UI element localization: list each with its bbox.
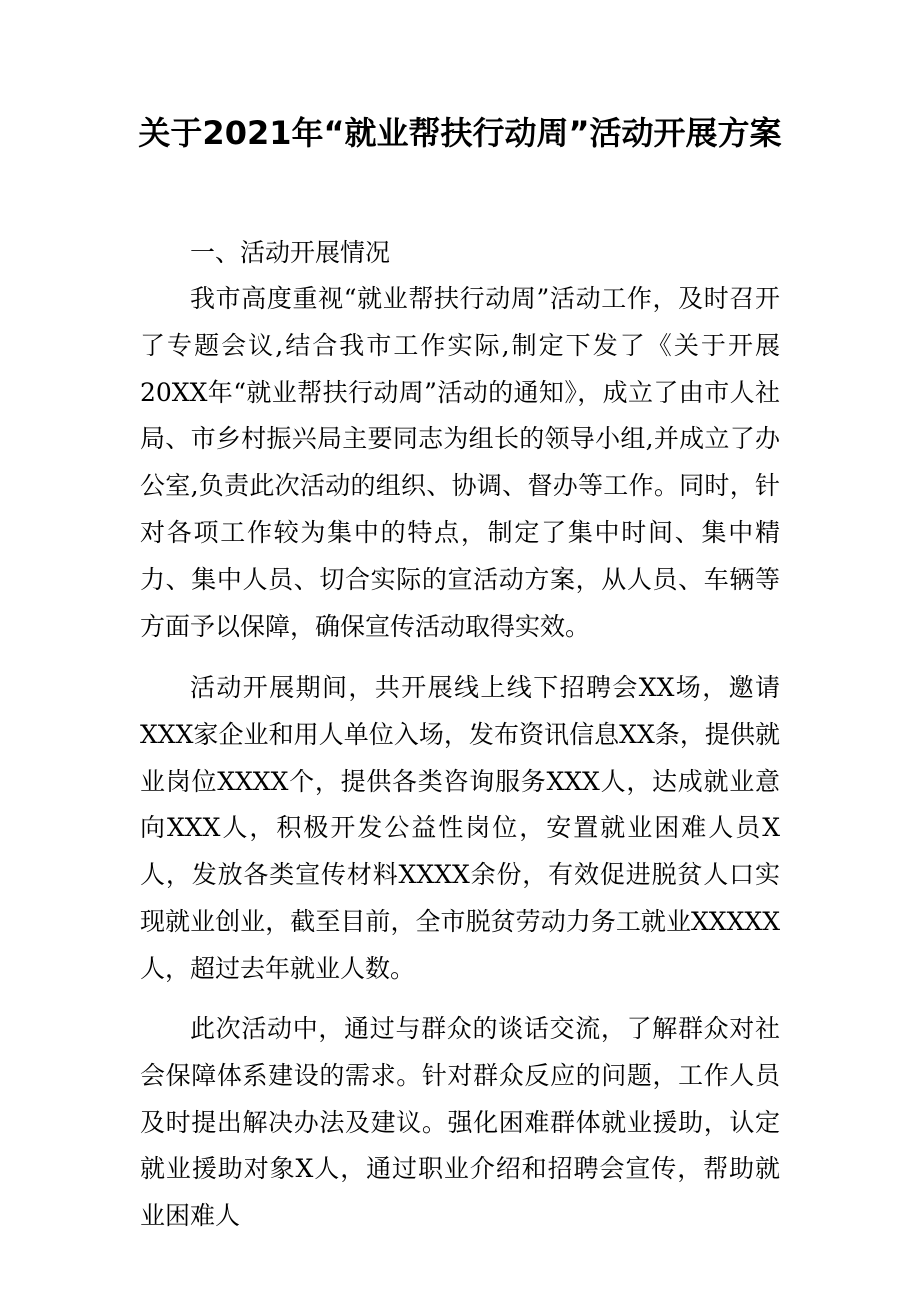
paragraph: 此次活动中，通过与群众的谈话交流，了解群众对社会保障体系建设的需求。针对群众反应的问题，工作人员及时提出解决办法及建议。强化困难群体就业援助，认定就业援助对象X人，通过职业介绍和招聘会宣传，帮助就业困难人 bbox=[140, 1014, 780, 1231]
document-title: 关于2021年“就业帮扶行动周”活动开展方案 bbox=[138, 114, 782, 152]
section-heading: 一、活动开展情况 bbox=[190, 238, 391, 267]
paragraph: 活动开展期间，共开展线上线下招聘会XX场，邀请XXX家企业和用人单位入场，发布资讯信息XX条，提供就业岗位XXXX个，提供各类咨询服务XXX人，达成就业意向XXX人，积极开发公益性岗位，安置就业困难人员X人，发放各类宣传材料XXXX余份，有效促进脱贫人口实现就业创业，截至目前，全市脱贫劳动力务工就业XXXXX人，超过去年就业人数。 bbox=[140, 673, 780, 983]
paragraph: 我市高度重视“就业帮扶行动周”活动工作，及时召开了专题会议,结合我市工作实际,制定下发了《关于开展20XX年“就业帮扶行动周”活动的通知》，成立了由市人社局、市乡村振兴局主要同志为组长的领导小组,并成立了办公室,负责此次活动的组织、协调、督办等工作。同时，针对各项工作较为集中的特点，制定了集中时间、集中精力、集中人员、切合实际的宣活动方案，从人员、车辆等方面予以保障，确保宣传活动取得实效。 bbox=[140, 284, 780, 641]
